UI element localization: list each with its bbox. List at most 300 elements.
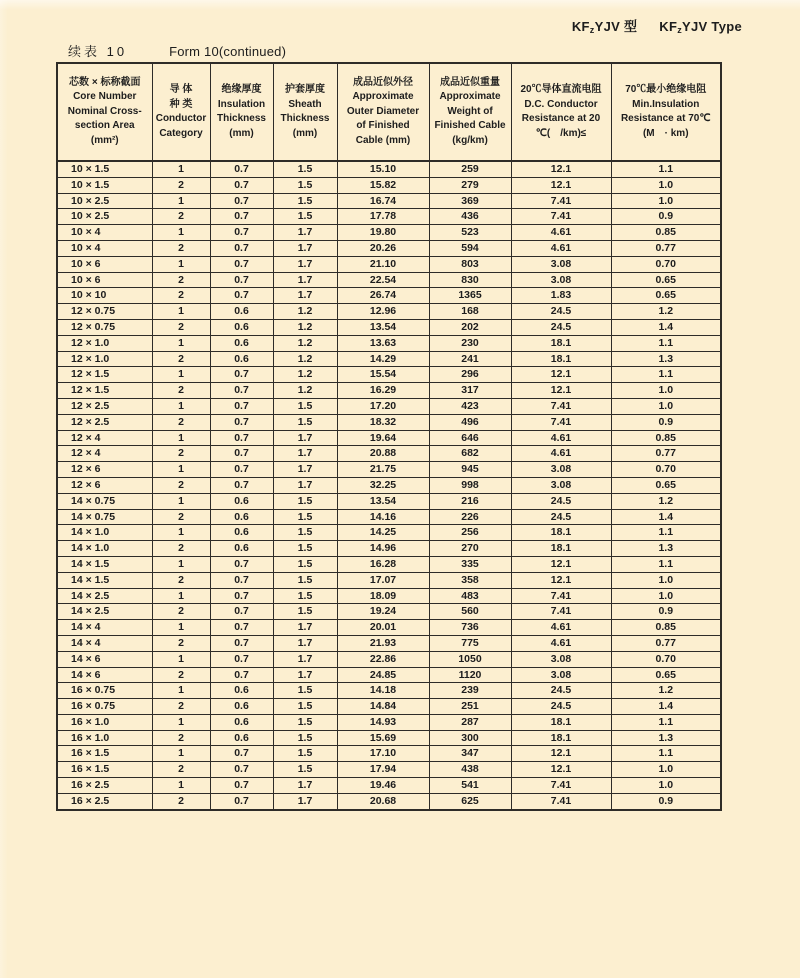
cell-dc_resistance: 7.41 — [511, 193, 611, 209]
column-header-line: Approximate — [352, 91, 414, 103]
cell-sheath: 1.7 — [273, 635, 337, 651]
column-header-line: 芯数 × 标称截面 — [69, 76, 141, 88]
cell-insulation: 0.7 — [210, 288, 273, 304]
cell-core: 12 × 4 — [57, 446, 152, 462]
table-row — [57, 398, 721, 414]
cell-dc_resistance: 4.61 — [511, 620, 611, 636]
cell-category: 2 — [152, 288, 210, 304]
cell-insulation: 0.7 — [210, 240, 273, 256]
cell-insulation: 0.7 — [210, 272, 273, 288]
cell-category: 1 — [152, 304, 210, 320]
cell-sheath: 1.5 — [273, 556, 337, 572]
column-header-line: (mm²) — [90, 134, 119, 146]
cell-min_insulation: 1.1 — [611, 161, 721, 177]
cell-weight: 202 — [429, 319, 511, 335]
cell-core: 10 × 6 — [57, 256, 152, 272]
cell-dc_resistance: 7.41 — [511, 398, 611, 414]
cell-weight: 230 — [429, 335, 511, 351]
cell-category: 2 — [152, 604, 210, 620]
cell-min_insulation: 0.70 — [611, 256, 721, 272]
cell-dc_resistance: 3.08 — [511, 256, 611, 272]
cell-sheath: 1.5 — [273, 699, 337, 715]
cell-sheath: 1.2 — [273, 351, 337, 367]
cell-insulation: 0.6 — [210, 304, 273, 320]
cell-core: 10 × 2.5 — [57, 209, 152, 225]
cell-dc_resistance: 12.1 — [511, 383, 611, 399]
cell-category: 1 — [152, 367, 210, 383]
cell-weight: 646 — [429, 430, 511, 446]
cell-core: 14 × 1.5 — [57, 572, 152, 588]
cell-weight: 270 — [429, 541, 511, 557]
cell-weight: 279 — [429, 177, 511, 193]
cell-core: 14 × 4 — [57, 635, 152, 651]
table-row — [57, 351, 721, 367]
column-header-line: Core Number — [73, 91, 137, 103]
column-header-line: Min.Insulation — [632, 98, 700, 110]
cell-category: 2 — [152, 762, 210, 778]
column-header-line: 20℃导体直流电阻 — [520, 84, 602, 95]
cell-insulation: 0.7 — [210, 446, 273, 462]
cell-category: 1 — [152, 430, 210, 446]
cell-sheath: 1.5 — [273, 161, 337, 177]
cell-diameter: 18.32 — [337, 414, 429, 430]
cell-sheath: 1.2 — [273, 367, 337, 383]
cell-diameter: 26.74 — [337, 288, 429, 304]
cell-weight: 523 — [429, 225, 511, 241]
table-row — [57, 177, 721, 193]
cell-insulation: 0.7 — [210, 383, 273, 399]
cell-diameter: 20.01 — [337, 620, 429, 636]
cell-dc_resistance: 4.61 — [511, 225, 611, 241]
cell-dc_resistance: 18.1 — [511, 714, 611, 730]
cell-category: 2 — [152, 209, 210, 225]
cell-core: 12 × 1.5 — [57, 367, 152, 383]
cell-insulation: 0.7 — [210, 667, 273, 683]
cell-core: 12 × 2.5 — [57, 414, 152, 430]
cell-core: 16 × 0.75 — [57, 699, 152, 715]
cell-diameter: 15.82 — [337, 177, 429, 193]
cell-category: 2 — [152, 272, 210, 288]
cell-diameter: 15.10 — [337, 161, 429, 177]
cell-weight: 483 — [429, 588, 511, 604]
cell-weight: 830 — [429, 272, 511, 288]
cell-diameter: 14.96 — [337, 541, 429, 557]
cell-core: 10 × 4 — [57, 240, 152, 256]
cell-diameter: 19.80 — [337, 225, 429, 241]
cell-dc_resistance: 7.41 — [511, 778, 611, 794]
cell-insulation: 0.7 — [210, 620, 273, 636]
cell-core: 14 × 6 — [57, 651, 152, 667]
cell-insulation: 0.7 — [210, 793, 273, 809]
cell-sheath: 1.5 — [273, 730, 337, 746]
cell-insulation: 0.6 — [210, 699, 273, 715]
cell-sheath: 1.5 — [273, 762, 337, 778]
cell-min_insulation: 1.0 — [611, 572, 721, 588]
cell-dc_resistance: 4.61 — [511, 635, 611, 651]
column-header-line: D.C. Conductor — [524, 98, 598, 110]
table-row — [57, 272, 721, 288]
cell-insulation: 0.6 — [210, 525, 273, 541]
cell-min_insulation: 1.1 — [611, 746, 721, 762]
cell-category: 2 — [152, 635, 210, 651]
column-header-insulation — [210, 63, 273, 161]
cell-diameter: 16.28 — [337, 556, 429, 572]
column-header-line: Outer Diameter — [346, 105, 420, 117]
cell-category: 2 — [152, 414, 210, 430]
cell-diameter: 14.29 — [337, 351, 429, 367]
cell-weight: 998 — [429, 477, 511, 493]
table-row — [57, 446, 721, 462]
cell-min_insulation: 1.3 — [611, 730, 721, 746]
cell-insulation: 0.7 — [210, 556, 273, 572]
column-header-line: Weight of — [447, 105, 493, 117]
column-header-line: Conductor — [155, 113, 207, 124]
cell-diameter: 17.20 — [337, 398, 429, 414]
cell-insulation: 0.7 — [210, 604, 273, 620]
cell-insulation: 0.6 — [210, 714, 273, 730]
cell-sheath: 1.7 — [273, 430, 337, 446]
cell-insulation: 0.7 — [210, 746, 273, 762]
cell-core: 12 × 6 — [57, 462, 152, 478]
cell-sheath: 1.2 — [273, 319, 337, 335]
cell-min_insulation: 1.2 — [611, 304, 721, 320]
table-row — [57, 477, 721, 493]
cell-dc_resistance: 24.5 — [511, 493, 611, 509]
cell-diameter: 13.63 — [337, 335, 429, 351]
column-header-line: Sheath — [288, 98, 322, 110]
caption-en: Form 10(continued) — [169, 44, 287, 59]
cell-diameter: 18.09 — [337, 588, 429, 604]
cell-min_insulation: 1.4 — [611, 509, 721, 525]
cell-insulation: 0.7 — [210, 209, 273, 225]
cell-core: 10 × 1.5 — [57, 161, 152, 177]
cell-weight: 216 — [429, 493, 511, 509]
table-row — [57, 304, 721, 320]
cell-sheath: 1.5 — [273, 746, 337, 762]
cell-category: 1 — [152, 398, 210, 414]
cell-weight: 496 — [429, 414, 511, 430]
cell-sheath: 1.5 — [273, 193, 337, 209]
cell-category: 2 — [152, 541, 210, 557]
cell-dc_resistance: 4.61 — [511, 430, 611, 446]
cell-diameter: 19.24 — [337, 604, 429, 620]
cell-sheath: 1.5 — [273, 398, 337, 414]
cell-dc_resistance: 18.1 — [511, 541, 611, 557]
cell-category: 2 — [152, 730, 210, 746]
cell-sheath: 1.5 — [273, 525, 337, 541]
cell-core: 16 × 1.5 — [57, 746, 152, 762]
cell-dc_resistance: 7.41 — [511, 209, 611, 225]
cell-weight: 256 — [429, 525, 511, 541]
cell-diameter: 17.07 — [337, 572, 429, 588]
cell-diameter: 24.85 — [337, 667, 429, 683]
cell-insulation: 0.7 — [210, 177, 273, 193]
cell-category: 1 — [152, 462, 210, 478]
table-row — [57, 161, 721, 177]
column-header-dc_resistance — [511, 63, 611, 161]
cell-core: 14 × 0.75 — [57, 493, 152, 509]
column-header-line: Thickness — [280, 113, 330, 124]
cell-dc_resistance: 7.41 — [511, 604, 611, 620]
cell-sheath: 1.5 — [273, 209, 337, 225]
cell-diameter: 13.54 — [337, 319, 429, 335]
cell-min_insulation: 0.70 — [611, 651, 721, 667]
cell-dc_resistance: 3.08 — [511, 477, 611, 493]
cell-weight: 1050 — [429, 651, 511, 667]
cell-weight: 300 — [429, 730, 511, 746]
cell-core: 10 × 1.5 — [57, 177, 152, 193]
cell-insulation: 0.6 — [210, 335, 273, 351]
cell-min_insulation: 0.85 — [611, 225, 721, 241]
cell-category: 1 — [152, 335, 210, 351]
cell-dc_resistance: 24.5 — [511, 683, 611, 699]
column-header-line: Resistance at 20 — [521, 113, 601, 124]
cell-sheath: 1.5 — [273, 493, 337, 509]
cell-category: 2 — [152, 477, 210, 493]
cell-category: 2 — [152, 351, 210, 367]
cell-category: 1 — [152, 556, 210, 572]
cell-weight: 317 — [429, 383, 511, 399]
column-header-line: 成品近似重量 — [440, 76, 500, 88]
cell-min_insulation: 0.85 — [611, 430, 721, 446]
cell-diameter: 15.54 — [337, 367, 429, 383]
cell-core: 12 × 0.75 — [57, 304, 152, 320]
column-header-min_insulation — [611, 63, 721, 161]
table-row — [57, 462, 721, 478]
column-header-line: 70℃最小绝缘电阻 — [625, 84, 707, 95]
cell-sheath: 1.7 — [273, 240, 337, 256]
table-row — [57, 667, 721, 683]
cell-core: 14 × 1.0 — [57, 541, 152, 557]
column-header-line: Nominal Cross- — [67, 105, 142, 117]
cell-sheath: 1.7 — [273, 667, 337, 683]
cell-sheath: 1.5 — [273, 683, 337, 699]
cell-min_insulation: 1.1 — [611, 525, 721, 541]
cell-insulation: 0.7 — [210, 588, 273, 604]
cell-diameter: 21.93 — [337, 635, 429, 651]
column-header-line: 导 体 — [169, 84, 193, 95]
cell-min_insulation: 1.0 — [611, 177, 721, 193]
cell-core: 14 × 2.5 — [57, 604, 152, 620]
cell-dc_resistance: 12.1 — [511, 367, 611, 383]
cell-weight: 594 — [429, 240, 511, 256]
cell-weight: 775 — [429, 635, 511, 651]
cell-sheath: 1.7 — [273, 256, 337, 272]
table-row — [57, 651, 721, 667]
cell-min_insulation: 1.0 — [611, 398, 721, 414]
cell-min_insulation: 1.3 — [611, 541, 721, 557]
cell-dc_resistance: 1.83 — [511, 288, 611, 304]
cell-diameter: 14.18 — [337, 683, 429, 699]
column-header-line: Cable (mm) — [355, 134, 411, 146]
table-row — [57, 256, 721, 272]
cell-dc_resistance: 12.1 — [511, 556, 611, 572]
cell-diameter: 16.29 — [337, 383, 429, 399]
cell-weight: 436 — [429, 209, 511, 225]
cell-insulation: 0.6 — [210, 319, 273, 335]
cell-dc_resistance: 12.1 — [511, 177, 611, 193]
cell-weight: 541 — [429, 778, 511, 794]
cell-insulation: 0.7 — [210, 572, 273, 588]
cell-min_insulation: 1.0 — [611, 762, 721, 778]
cell-min_insulation: 1.0 — [611, 383, 721, 399]
table-row — [57, 793, 721, 809]
cell-weight: 736 — [429, 620, 511, 636]
cell-category: 2 — [152, 383, 210, 399]
cell-dc_resistance: 24.5 — [511, 304, 611, 320]
cell-min_insulation: 1.3 — [611, 351, 721, 367]
cell-insulation: 0.7 — [210, 635, 273, 651]
cell-diameter: 21.10 — [337, 256, 429, 272]
table-row — [57, 556, 721, 572]
cell-category: 2 — [152, 319, 210, 335]
cell-min_insulation: 1.0 — [611, 193, 721, 209]
column-header-diameter — [337, 63, 429, 161]
cell-core: 14 × 2.5 — [57, 588, 152, 604]
cell-min_insulation: 0.70 — [611, 462, 721, 478]
column-header-line: section Area — [74, 120, 135, 132]
cell-min_insulation: 1.0 — [611, 588, 721, 604]
cell-min_insulation: 1.1 — [611, 556, 721, 572]
cell-core: 12 × 1.5 — [57, 383, 152, 399]
cell-diameter: 17.78 — [337, 209, 429, 225]
cell-insulation: 0.6 — [210, 493, 273, 509]
cell-min_insulation: 0.65 — [611, 272, 721, 288]
cell-dc_resistance: 3.08 — [511, 651, 611, 667]
cell-dc_resistance: 18.1 — [511, 525, 611, 541]
cell-core: 14 × 0.75 — [57, 509, 152, 525]
cell-category: 2 — [152, 699, 210, 715]
cell-dc_resistance: 3.08 — [511, 272, 611, 288]
cell-core: 12 × 1.0 — [57, 351, 152, 367]
cell-min_insulation: 0.65 — [611, 288, 721, 304]
cell-min_insulation: 1.1 — [611, 367, 721, 383]
cell-sheath: 1.2 — [273, 335, 337, 351]
cell-min_insulation: 0.85 — [611, 620, 721, 636]
cell-weight: 251 — [429, 699, 511, 715]
table-row — [57, 699, 721, 715]
cell-insulation: 0.7 — [210, 161, 273, 177]
cell-category: 1 — [152, 588, 210, 604]
table-row — [57, 414, 721, 430]
column-header-core — [57, 63, 152, 161]
doc-title-cn: $KF_zYJV$ 型 — [571, 19, 638, 35]
cell-sheath: 1.7 — [273, 651, 337, 667]
doc-title-en: $KF_zYJV$ Type — [659, 19, 742, 35]
cell-dc_resistance: 3.08 — [511, 462, 611, 478]
cell-insulation: 0.6 — [210, 683, 273, 699]
table-row — [57, 193, 721, 209]
cell-weight: 803 — [429, 256, 511, 272]
column-header-line: (mm) — [292, 127, 318, 139]
cell-insulation: 0.7 — [210, 462, 273, 478]
table-caption — [68, 41, 286, 60]
table-row — [57, 319, 721, 335]
cell-insulation: 0.7 — [210, 367, 273, 383]
cell-sheath: 1.7 — [273, 793, 337, 809]
cell-dc_resistance: 3.08 — [511, 667, 611, 683]
table-row — [57, 541, 721, 557]
cell-dc_resistance: 7.41 — [511, 414, 611, 430]
cell-insulation: 0.7 — [210, 778, 273, 794]
column-header-line: Category — [159, 127, 203, 139]
column-header-line: Thickness — [217, 113, 266, 124]
cell-core: 16 × 1.5 — [57, 762, 152, 778]
cell-category: 2 — [152, 793, 210, 809]
cell-diameter: 21.75 — [337, 462, 429, 478]
cell-sheath: 1.7 — [273, 778, 337, 794]
subscript-z: z — [589, 25, 595, 35]
cell-core: 14 × 1.5 — [57, 556, 152, 572]
column-header-category — [152, 63, 210, 161]
table-row — [57, 430, 721, 446]
cell-sheath: 1.5 — [273, 714, 337, 730]
table-row — [57, 714, 721, 730]
cell-weight: 239 — [429, 683, 511, 699]
cell-diameter: 14.93 — [337, 714, 429, 730]
cell-weight: 259 — [429, 161, 511, 177]
cell-core: 14 × 4 — [57, 620, 152, 636]
cell-core: 16 × 2.5 — [57, 793, 152, 809]
cell-min_insulation: 1.1 — [611, 335, 721, 351]
cell-dc_resistance: 18.1 — [511, 335, 611, 351]
cell-sheath: 1.7 — [273, 288, 337, 304]
cell-min_insulation: 0.9 — [611, 793, 721, 809]
column-header-line: 成品近似外径 — [353, 76, 413, 88]
column-header-line: (M · km) — [642, 127, 689, 139]
cell-min_insulation: 0.77 — [611, 635, 721, 651]
cell-dc_resistance: 18.1 — [511, 351, 611, 367]
cell-core: 16 × 1.0 — [57, 730, 152, 746]
cell-min_insulation: 1.4 — [611, 319, 721, 335]
cell-diameter: 20.26 — [337, 240, 429, 256]
cell-min_insulation: 1.0 — [611, 778, 721, 794]
cell-category: 1 — [152, 620, 210, 636]
cell-category: 1 — [152, 525, 210, 541]
cell-insulation: 0.6 — [210, 351, 273, 367]
cell-sheath: 1.5 — [273, 588, 337, 604]
cell-dc_resistance: 18.1 — [511, 730, 611, 746]
cell-core: 10 × 2.5 — [57, 193, 152, 209]
cell-diameter: 14.16 — [337, 509, 429, 525]
cell-diameter: 20.88 — [337, 446, 429, 462]
cell-insulation: 0.6 — [210, 730, 273, 746]
table-row — [57, 240, 721, 256]
cell-min_insulation: 0.77 — [611, 446, 721, 462]
cell-category: 2 — [152, 240, 210, 256]
column-header-line: 绝缘厚度 — [221, 84, 262, 95]
cell-diameter: 15.69 — [337, 730, 429, 746]
cell-insulation: 0.7 — [210, 225, 273, 241]
cell-min_insulation: 1.2 — [611, 683, 721, 699]
table-row — [57, 493, 721, 509]
cell-core: 12 × 4 — [57, 430, 152, 446]
column-header-line: ℃( /km)≤ — [535, 127, 587, 139]
cell-min_insulation: 1.1 — [611, 714, 721, 730]
cell-diameter: 14.84 — [337, 699, 429, 715]
table-row — [57, 635, 721, 651]
cell-diameter: 16.74 — [337, 193, 429, 209]
cell-min_insulation: 0.9 — [611, 604, 721, 620]
cell-dc_resistance: 12.1 — [511, 746, 611, 762]
column-header-line: Finished Cable — [434, 120, 506, 132]
table-row — [57, 367, 721, 383]
cell-dc_resistance: 4.61 — [511, 240, 611, 256]
table-row — [57, 746, 721, 762]
cell-diameter: 32.25 — [337, 477, 429, 493]
cell-diameter: 13.54 — [337, 493, 429, 509]
cell-category: 1 — [152, 225, 210, 241]
